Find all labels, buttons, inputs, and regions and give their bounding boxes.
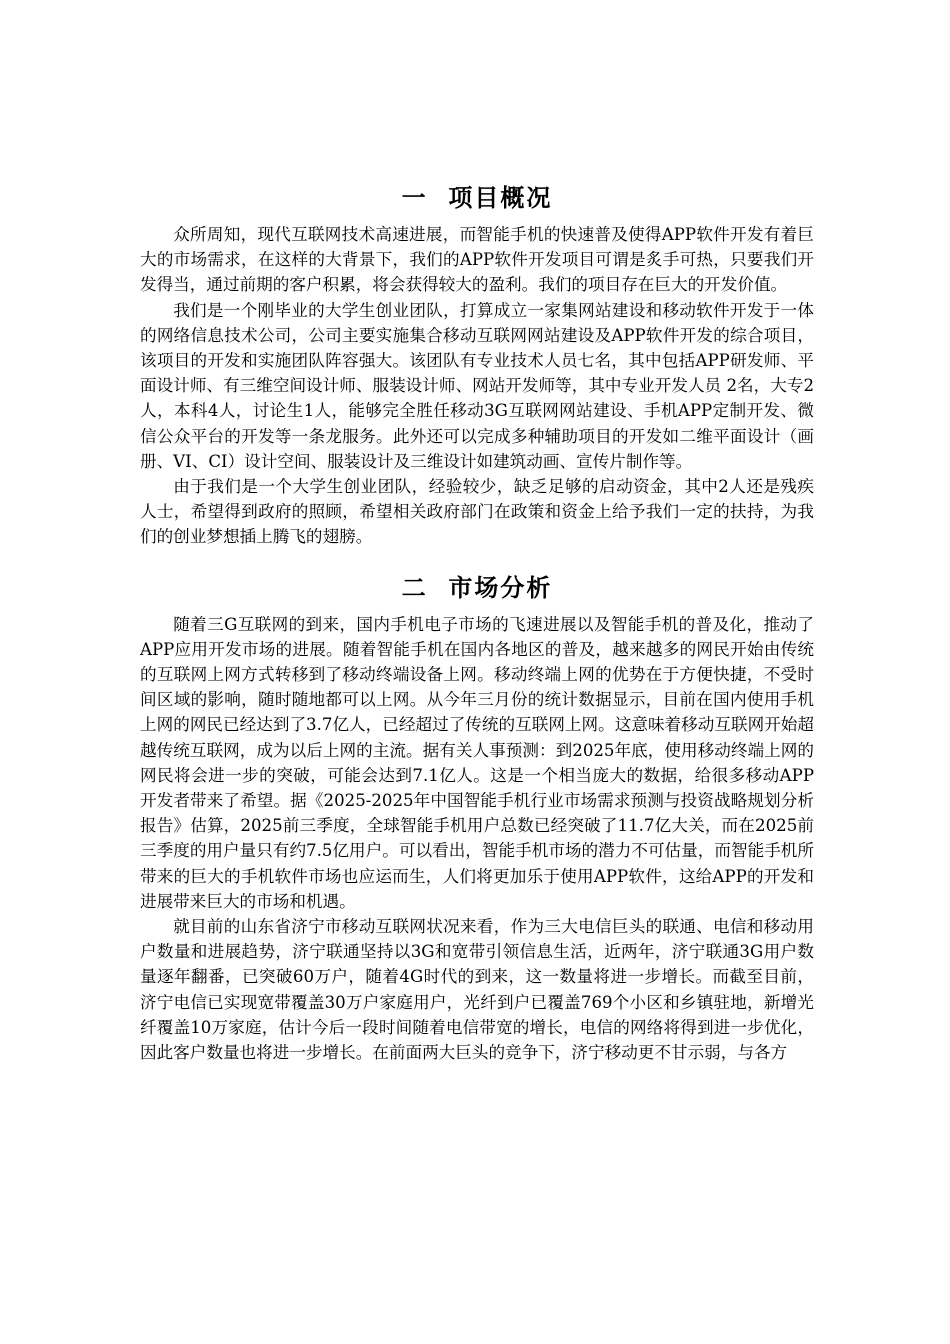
paragraph: 就目前的山东省济宁市移动互联网状况来看，作为三大电信巨头的联通、电信和移动用户数量和进展趋势，济宁联通坚持以3G和宽带引领信息生活，近两年，济宁联通3G用户数量逐年翻番，已突破60万户，随着4G时代的到来，这一数量将进一步增长。而截至目前，济宁电信已实现宽带覆盖30万户家庭用户，光纤到户已覆盖769个小区和乡镇驻地，新增光纤覆盖10万家庭，估计今后一段时间随着电信带宽的增长，电信的网络将得到进一步优化，因此客户数量也将进一步增长。在前面两大巨头的竞争下，济宁移动更不甘示弱，与各方 <box>140 917 814 1063</box>
paragraph: 众所周知，现代互联网技术高速进展，而智能手机的快速普及使得APP软件开发有着巨大的市场需求，在这样的大背景下，我们的APP软件开发项目可谓是炙手可热，只要我们开发得当，通过前期的客户积累，将会获得较大的盈利。我们的项目存在巨大的开发价值。 <box>140 225 814 295</box>
section-title-project-overview: 一 项目概况 <box>401 184 553 212</box>
paragraph: 我们是一个刚毕业的大学生创业团队，打算成立一家集网站建设和移动软件开发于一体的网络信息技术公司，公司主要实施集合移动互联网网站建设及APP软件开发的综合项目，该项目的开发和实施团队阵容强大。该团队有专业技术人员七名，其中包括APP研发师、平面设计师、有三维空间设计师、服装设计师、网站开发师等，其中专业开发人员 2名，大专2人，本科4人，讨论生1人，能够完全胜任移动3G互联网网站建设、手机APP定制开发、微信公众平台的开发等一条龙服务。此外还可以完成多种辅助项目的开发如二维平面设计（画册、VI、CI）设计空间、服装设计及三维设计如建筑动画、宣传片制作等。 <box>140 300 814 471</box>
section-title-market-analysis: 二 市场分析 <box>401 573 553 602</box>
paragraph: 随着三G互联网的到来，国内手机电子市场的飞速进展以及智能手机的普及化，推动了APP应用开发市场的进展。随着智能手机在国内各地区的普及，越来越多的网民开始由传统的互联网上网方式转移到了移动终端设备上网。移动终端上网的优势在于方便快捷，不受时间区域的影响，随时随地都可以上网。从今年三月份的统计数据显示，目前在国内使用手机上网的网民已经达到了3.7亿人，已经超过了传统的互联网上网。这意味着移动互联网开始超越传统互联网，成为以后上网的主流。据有关人事预测：到2025年底，使用移动终端上网的网民将会进一步的突破，可能会达到7.1亿人。这是一个相当庞大的数据，给很多移动APP开发者带来了希望。据《2025-2025年中国智能手机行业市场需求预测与投资战略规划分析报告》估算，2025前三季度，全球智能手机用户总数已经突破了11.7亿大关，而在2025前三季度的用户量只有约7.5亿用户。可以看出，智能手机市场的潜力不可估量，而智能手机所带来的巨大的手机软件市场也应运而生，人们将更加乐于使用APP软件，这给APP的开发和进展带来巨大的市场和机遇。 <box>140 614 814 911</box>
paragraph: 由于我们是一个大学生创业团队，经验较少，缺乏足够的启动资金，其中2人还是残疾人士，希望得到政府的照顾，希望相关政府部门在政策和资金上给予我们一定的扶持，为我们的创业梦想插上腾飞的翅膀。 <box>140 477 814 547</box>
